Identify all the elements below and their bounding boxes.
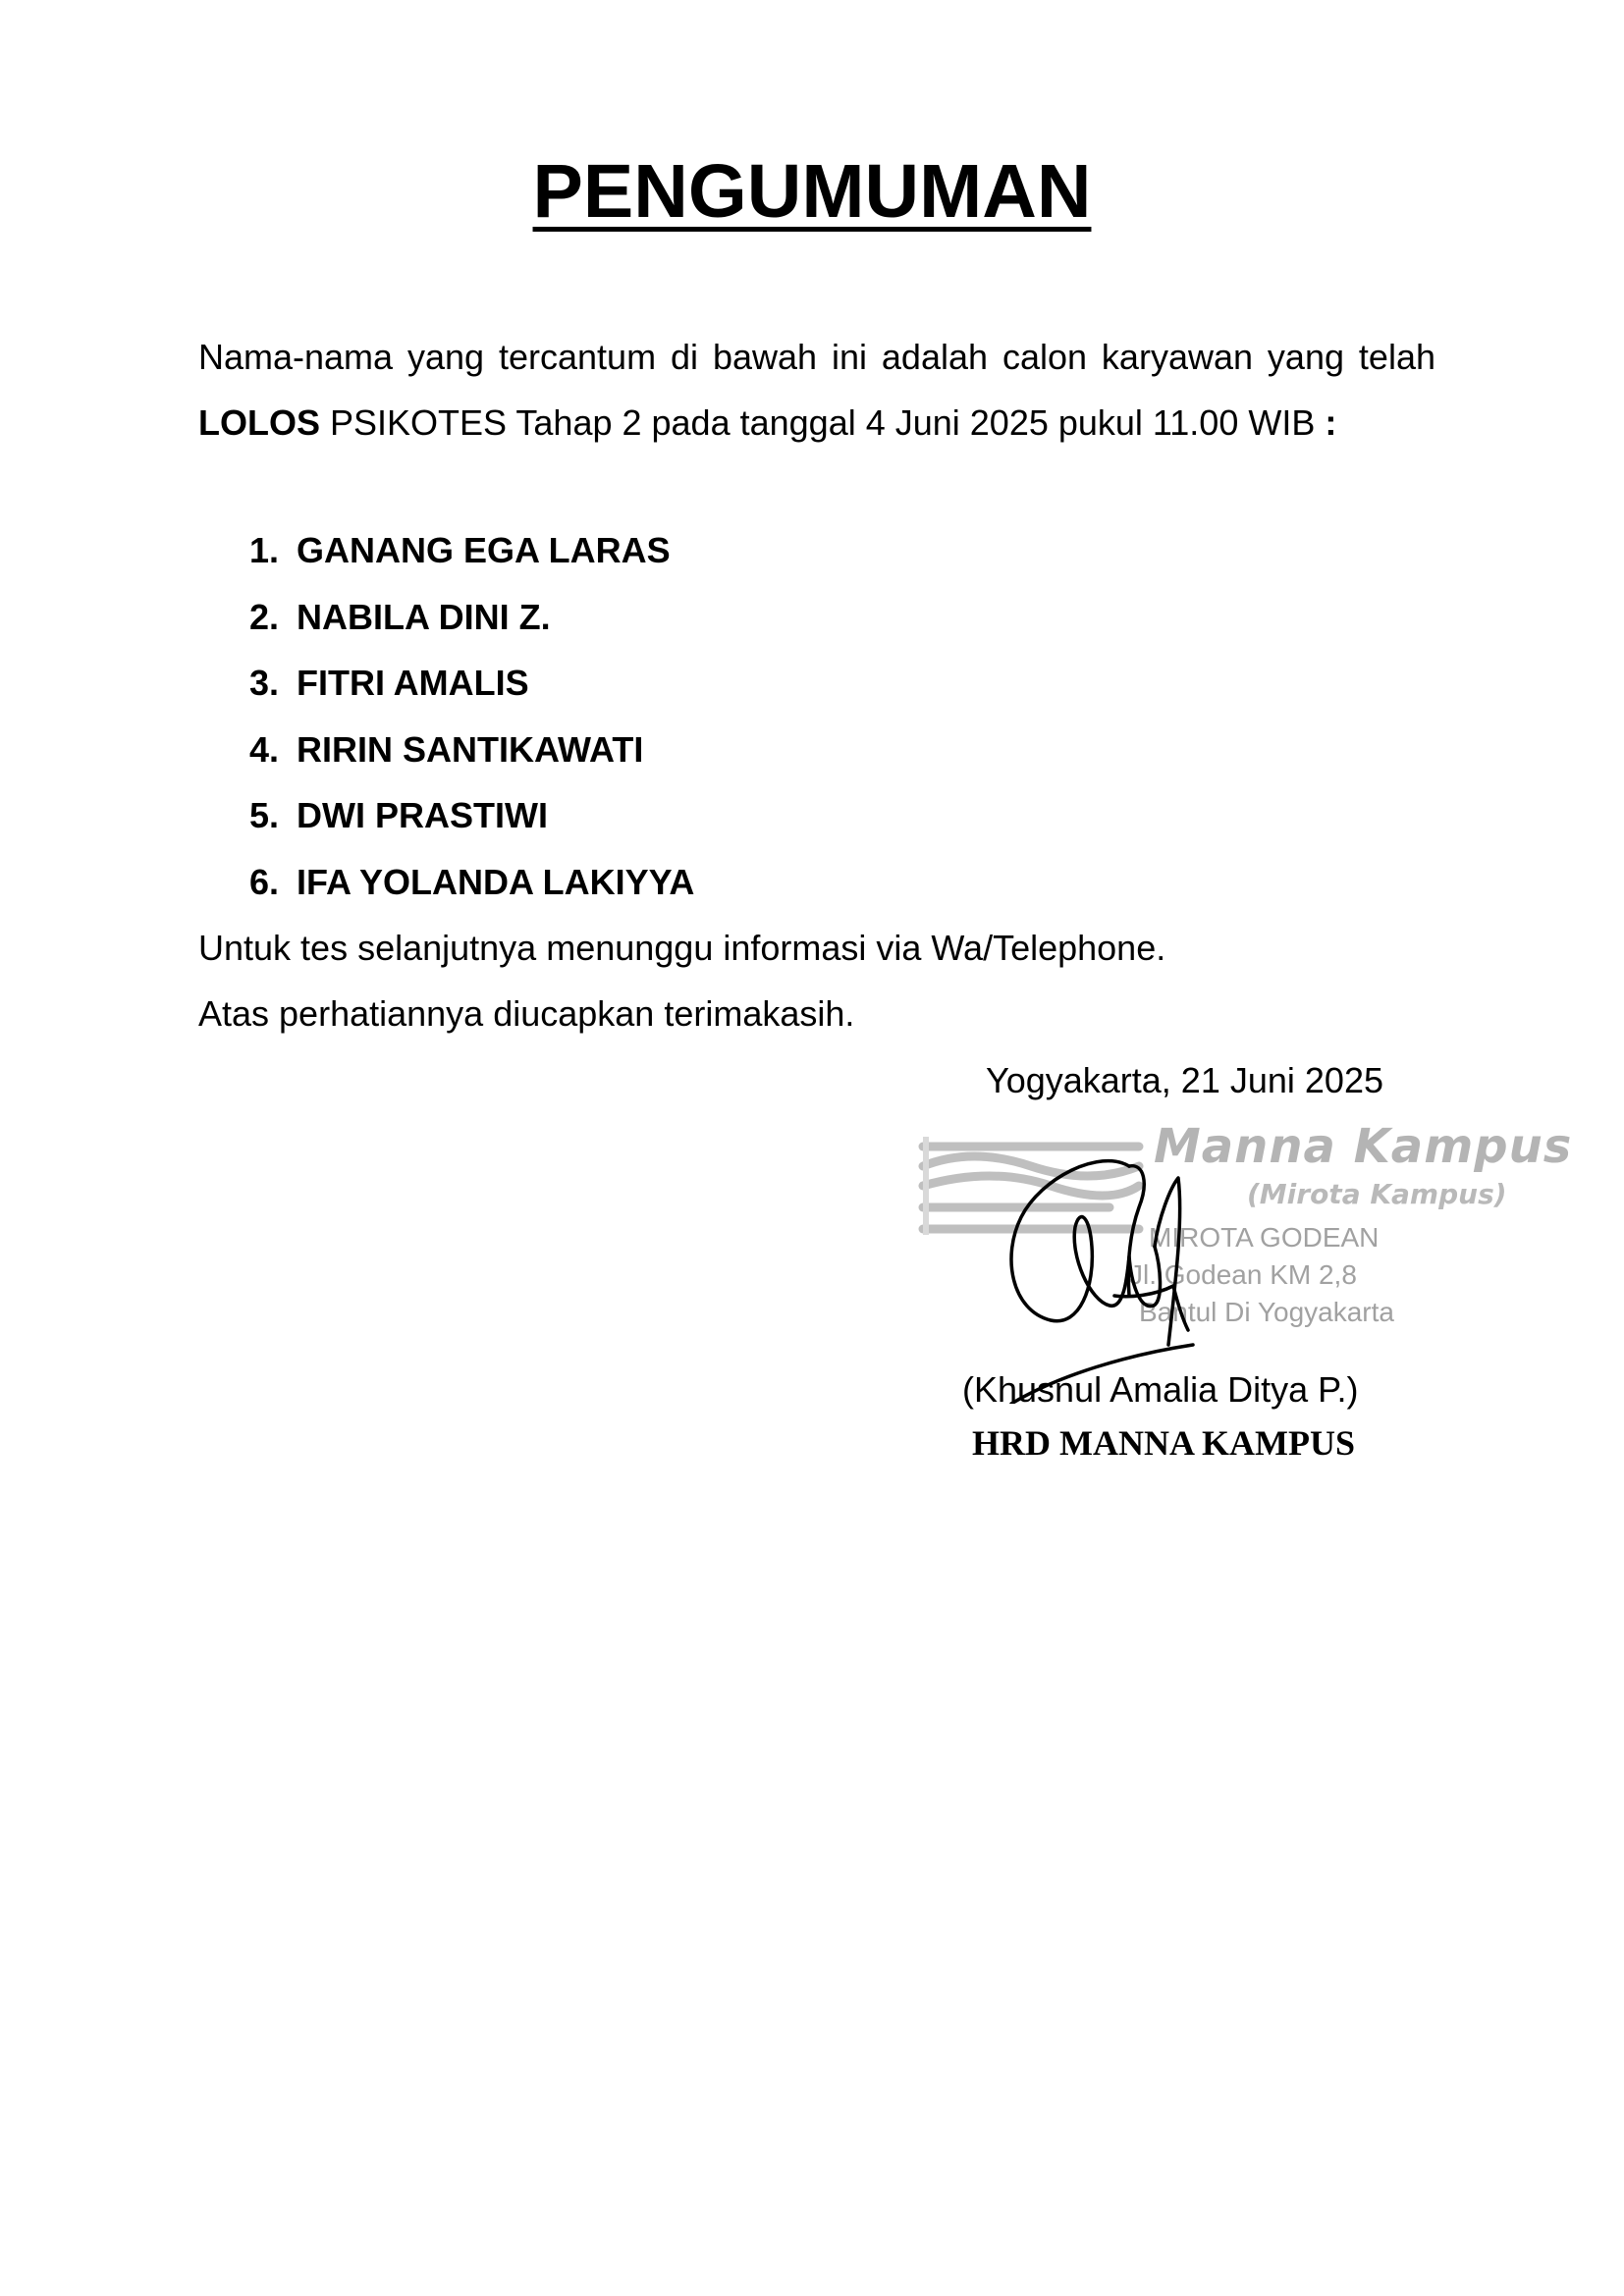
candidate-name: FITRI AMALIS xyxy=(297,663,529,703)
stamp-line: Bantul Di Yogyakarta xyxy=(1139,1297,1394,1327)
candidate-name: NABILA DINI Z. xyxy=(297,596,551,637)
thanks-text: Atas perhatiannya diucapkan terimakasih. xyxy=(198,993,855,1034)
candidate-name: IFA YOLANDA LAKIYYA xyxy=(297,861,695,902)
candidate-name: GANANG EGA LARAS xyxy=(297,530,671,570)
list-item: 1. GANANG EGA LARAS xyxy=(248,530,671,570)
stamp-line: MIROTA GODEAN xyxy=(1149,1222,1380,1253)
next-info-text: Untuk tes selanjutnya menunggu informasi via Wa/Telephone. xyxy=(198,928,1166,968)
stamp-line: Jl. Godean KM 2,8 xyxy=(1129,1259,1357,1290)
list-item: 6. IFA YOLANDA LAKIYYA xyxy=(248,861,695,902)
intro-paragraph: Nama-nama yang tercantum di bawah ini adalah calon karyawan yang telah LOLOS PSIKOTES Tahap 2 pada tanggal 4 Juni 2025 pukul 11.00 WIB : xyxy=(198,337,1435,443)
candidate-name: DWI PRASTIWI xyxy=(297,795,548,835)
candidate-list xyxy=(198,517,694,915)
candidate-name: RIRIN SANTIKAWATI xyxy=(297,728,644,770)
list-item: 5. DWI PRASTIWI xyxy=(248,795,548,835)
place-date: Yogyakarta, 21 Juni 2025 xyxy=(986,1060,1383,1100)
signer-name: (Khusnul Amalia Ditya P.) xyxy=(962,1369,1359,1410)
stamp-subtitle: (Mirota Kampus) xyxy=(1247,1178,1507,1210)
list-item: 3. FITRI AMALIS xyxy=(248,663,529,703)
page-title: PENGUMUMAN xyxy=(532,149,1092,234)
stamp-brand: Manna Kampus xyxy=(1154,1119,1573,1174)
list-item: 4. RIRIN SANTIKAWATI xyxy=(248,728,644,770)
list-item: 2. NABILA DINI Z. xyxy=(248,596,551,637)
signer-title: HRD MANNA KAMPUS xyxy=(972,1423,1355,1463)
